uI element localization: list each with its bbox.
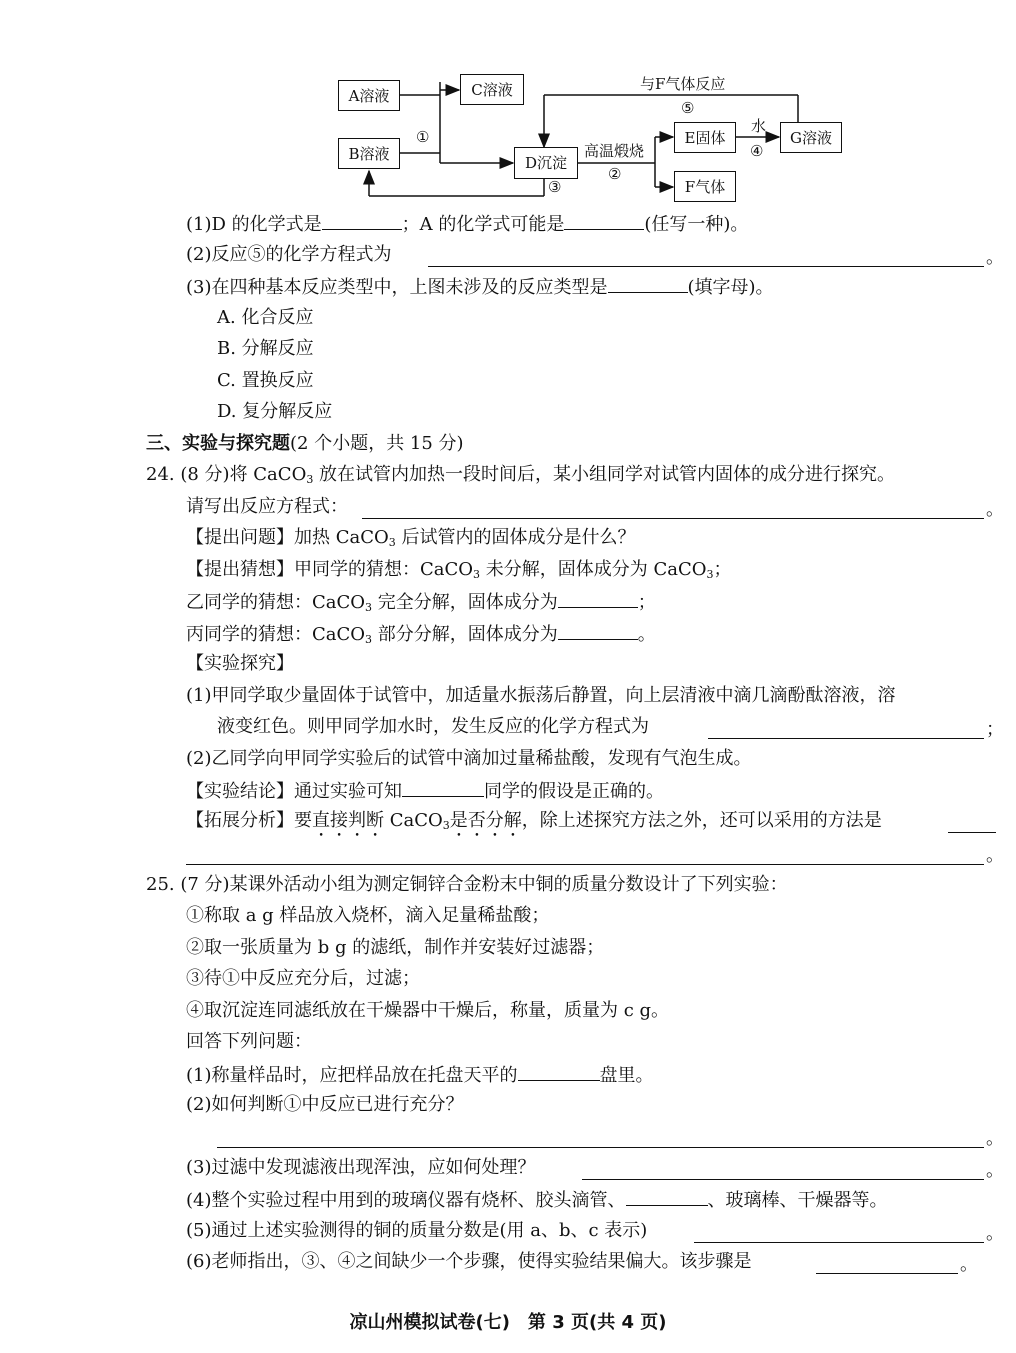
q24-ext-text3: ，除上述探究方法之外，还可以采用的方法是	[521, 810, 882, 831]
q23-option-a: A. 化合反应	[217, 307, 314, 328]
q24-yi-text: 乙同学的猜想：CaCO	[186, 592, 366, 613]
q24-yi-text2: 完全分解，固体成分为	[372, 592, 558, 613]
q24-ext-end: 。	[986, 845, 1004, 866]
q24-guess-tag: 【提出猜想】	[186, 559, 294, 580]
q24-con-tag: 【实验结论】	[186, 781, 294, 802]
answer-line[interactable]	[582, 1179, 984, 1180]
q24-question	[186, 526, 636, 550]
q24-yi-text3: ；	[637, 592, 656, 613]
q23-p1-text2: ；A 的化学式可能是	[401, 214, 565, 235]
q24-ask-text2: 后试管内的固体成分是什么？	[395, 527, 636, 548]
answer-line[interactable]	[816, 1273, 958, 1274]
answer-blank[interactable]	[558, 589, 638, 608]
q24-exp2: (2)乙同学向甲同学实验后的试管中滴加过量稀盐酸，发现有气泡生成。	[186, 748, 752, 769]
subscript-3: 3	[706, 568, 714, 581]
answer-blank[interactable]	[608, 274, 688, 293]
q25-q1-text: (1)称量样品时，应把样品放在托盘天平的	[186, 1065, 518, 1086]
q25-q1	[186, 1062, 654, 1088]
q24-extension	[186, 809, 882, 841]
q25-q1-text2: 盘里。	[599, 1065, 654, 1086]
q24-ask-tag: 【提出问题】	[186, 527, 294, 548]
q24-con-text2: 同学的假设是正确的。	[484, 781, 664, 802]
reaction-diagram-lines	[0, 0, 1016, 215]
q24-ask-text: 加热 CaCO	[294, 527, 389, 548]
label-step-5: ⑤	[681, 99, 695, 117]
section-3-note: (2 个小题，共 15 分)	[290, 433, 464, 454]
q25-answer-intro: 回答下列问题：	[186, 1031, 312, 1052]
q25-q5-end: 。	[986, 1223, 1004, 1244]
label-step-3: ③	[548, 178, 562, 196]
q25-step-2: ②取一张质量为 b g 的滤纸，制作并安装好过滤器；	[186, 937, 605, 958]
q24-bing-text: 丙同学的猜想：CaCO	[186, 624, 366, 645]
q24-guess-text: 甲同学的猜想：CaCO	[294, 559, 474, 580]
q25-q5: (5)通过上述实验测得的铜的质量分数是(用 a、b、c 表示)	[186, 1220, 648, 1241]
q24-heading	[146, 463, 895, 487]
q25-q2: (2)如何判断①中反应已进行充分？	[186, 1094, 464, 1115]
q24-exp1-end: ；	[986, 719, 1004, 740]
q23-option-b: B. 分解反应	[217, 338, 314, 359]
page-footer: 凉山州模拟试卷(七) 第 3 页(共 4 页)	[349, 1312, 667, 1333]
q23-p1-text3: (任写一种)。	[644, 214, 749, 235]
q24-exp1-line1: (1)甲同学取少量固体于试管中，加适量水振荡后静置，向上层清液中滴几滴酚酞溶液，溶	[186, 685, 896, 706]
q25-step-4: ④取沉淀连同滤纸放在干燥器中干燥后，称量，质量为 c g。	[186, 1000, 670, 1021]
subscript-3: 3	[306, 473, 314, 486]
q24-experiment-tag: 【实验探究】	[186, 653, 294, 674]
q25-heading: 25. (7 分)某课外活动小组为测定铜锌合金粉末中铜的质量分数设计了下列实验：	[146, 874, 788, 895]
q25-q3: (3)过滤中发现滤液出现浑浊，应如何处理？	[186, 1157, 536, 1178]
answer-blank[interactable]	[558, 621, 638, 640]
label-calcine: 高温煅烧	[584, 142, 645, 160]
answer-line[interactable]	[428, 266, 984, 267]
q24-ext-emphasis2: 是否分解	[449, 810, 522, 831]
label-step-4: ④	[750, 142, 764, 160]
q24-ext-text: 要	[294, 810, 312, 831]
q25-q6-end: 。	[960, 1254, 978, 1275]
subscript-3: 3	[365, 633, 373, 646]
q23-part2: (2)反应⑤的化学方程式为	[186, 244, 392, 265]
q23-p2-end: 。	[986, 247, 1004, 268]
answer-line[interactable]	[186, 864, 984, 865]
answer-line[interactable]	[708, 738, 984, 739]
answer-line[interactable]	[217, 1147, 984, 1148]
box-e-solid: E固体	[674, 122, 736, 153]
q25-q4-text2: 、玻璃棒、干燥器等。	[707, 1190, 888, 1211]
q24-ext-emphasis: 直接判断	[312, 810, 384, 831]
answer-blank[interactable]	[564, 211, 644, 230]
q24-guess-jia	[186, 558, 732, 582]
q23-p1-text: (1)D 的化学式是	[186, 214, 322, 235]
subscript-3: 3	[365, 601, 373, 614]
q24-write-equation: 请写出反应方程式：	[186, 496, 348, 517]
box-b-solution: B溶液	[338, 138, 400, 169]
q25-q2-end: 。	[986, 1128, 1004, 1149]
subscript-3: 3	[473, 568, 481, 581]
q23-p3-text: (3)在四种基本反应类型中，上图未涉及的反应类型是	[186, 277, 608, 298]
q24-exp1-line2: 液变红色。则甲同学加水时，发生反应的化学方程式为	[217, 716, 649, 737]
q24-eq-end: 。	[986, 499, 1004, 520]
box-g-solution: G溶液	[780, 122, 842, 153]
answer-line[interactable]	[948, 832, 996, 833]
label-step-2: ②	[608, 165, 622, 183]
q25-q4-text: (4)整个实验过程中用到的玻璃仪器有烧杯、胶头滴管、	[186, 1190, 626, 1211]
q25-step-3: ③待①中反应充分后，过滤；	[186, 968, 420, 989]
q23-option-d: D. 复分解反应	[217, 401, 333, 422]
q24-bing-text2: 部分分解，固体成分为	[372, 624, 558, 645]
answer-blank[interactable]	[518, 1062, 600, 1081]
q24-con-text: 通过实验可知	[294, 781, 402, 802]
q23-part1	[186, 211, 748, 237]
q24-guess-yi	[186, 589, 656, 615]
q24-conclusion	[186, 778, 664, 804]
q24-guess-bing	[186, 621, 656, 647]
box-f-gas: F气体	[674, 171, 736, 202]
q25-step-1: ①称取 a g 样品放入烧杯，滴入足量稀盐酸；	[186, 905, 550, 926]
q24-ext-tag: 【拓展分析】	[186, 810, 294, 831]
q24-guess-text3: ；	[713, 559, 732, 580]
q25-q6: (6)老师指出，③、④之间缺少一个步骤，使得实验结果偏大。该步骤是	[186, 1251, 752, 1272]
q24-ext-text2: CaCO	[384, 810, 443, 831]
subscript-3: 3	[442, 819, 450, 832]
section-3-title: 三、实验与探究题	[146, 433, 290, 454]
q24-head-text: 24. (8 分)将 CaCO	[146, 464, 307, 485]
box-d-precipitate: D沉淀	[514, 147, 578, 179]
box-a-solution: A溶液	[338, 80, 400, 111]
q23-option-c: C. 置换反应	[217, 370, 314, 391]
label-react-with-f: 与F气体反应	[640, 75, 726, 93]
q24-head-text2: 放在试管内加热一段时间后，某小组同学对试管内固体的成分进行探究。	[313, 464, 896, 485]
answer-blank[interactable]	[402, 778, 484, 797]
section-3-heading	[146, 432, 464, 456]
answer-line[interactable]	[362, 518, 984, 519]
answer-line[interactable]	[694, 1242, 984, 1243]
label-step-1: ①	[416, 128, 430, 146]
label-water: 水	[751, 117, 767, 135]
q23-p3-text2: (填字母)。	[687, 277, 774, 298]
q23-part3	[186, 274, 774, 300]
q25-q3-end: 。	[986, 1160, 1004, 1181]
answer-blank[interactable]	[322, 211, 402, 230]
q24-guess-text2: 未分解，固体成分为 CaCO	[480, 559, 707, 580]
answer-blank[interactable]	[626, 1187, 708, 1206]
subscript-3: 3	[388, 536, 396, 549]
box-c-solution: C溶液	[460, 74, 524, 105]
q24-bing-text3: 。	[637, 624, 656, 645]
q25-q4	[186, 1187, 888, 1213]
